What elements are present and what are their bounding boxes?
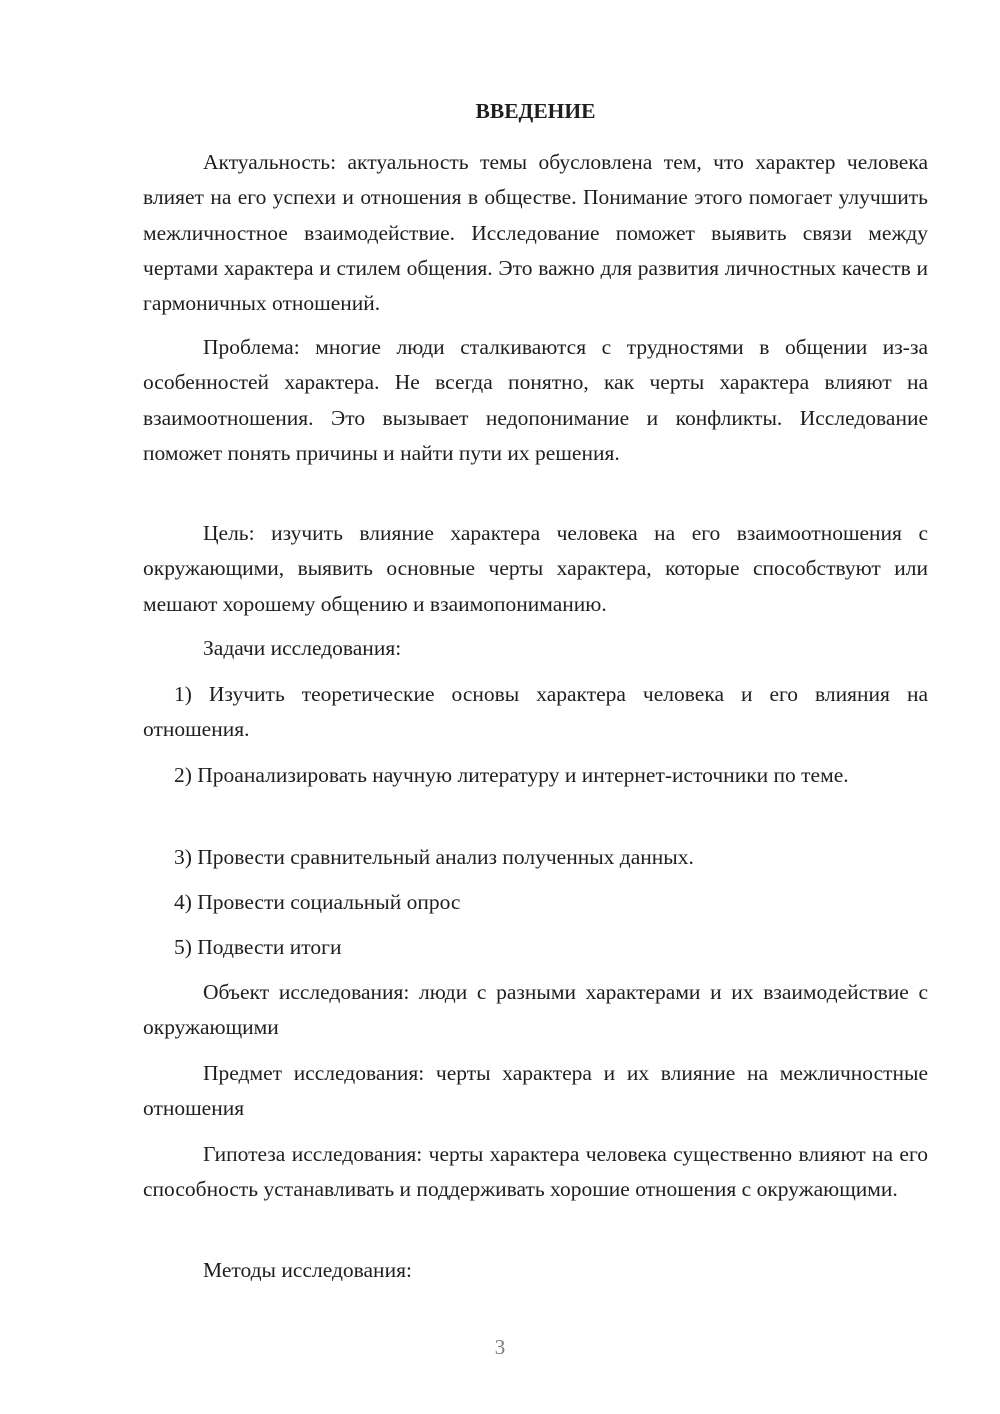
list-item: 5) Подвести итоги	[174, 935, 342, 959]
paragraph-hypothesis: Гипотеза исследования: черты характера человека существенно влияют на его способность устанавливать и поддерживать хорошие отношения с окружающими.	[143, 1142, 928, 1202]
paragraph-problem: Проблема: многие люди сталкиваются с трудностями в общении из-за особенностей характера. Не всегда понятно, как черты характера влияют на взаимоотношения. Это вызывает недопонимание и конфликты. Исследование поможет понять причины и найти пути их решения.	[143, 335, 928, 465]
list-item: 3) Провести сравнительный анализ полученных данных.	[174, 845, 694, 869]
tasks-heading: Задачи исследования:	[203, 636, 402, 660]
page-number: 3	[494, 1335, 506, 1359]
list-item: 4) Провести социальный опрос	[174, 890, 461, 914]
paragraph-relevance: Актуальность: актуальность темы обусловлена тем, что характер человека влияет на его успехи и отношения в обществе. Понимание этого помогает улучшить межличностное взаимодействие. Исследование поможет выявить связи между чертами характера и стилем общения. Это важно для развития личностных качеств и гармоничных отношений.	[143, 150, 928, 316]
paragraph-goal: Цель: изучить влияние характера человека на его взаимоотношения с окружающими, выявить основные черты характера, которые способствуют или мешают хорошему общению и взаимопониманию.	[143, 521, 928, 616]
page-title: ВВЕДЕНИЕ	[475, 99, 596, 123]
paragraph-object: Объект исследования: люди с разными характерами и их взаимодействие с окружающими	[143, 980, 928, 1040]
paragraph-subject: Предмет исследования: черты характера и их влияние на межличностные отношения	[143, 1061, 928, 1121]
list-item: 1) Изучить теоретические основы характера человека и его влияния на отношения.	[143, 682, 928, 742]
methods-heading: Методы исследования:	[203, 1258, 412, 1282]
list-item: 2) Проанализировать научную литературу и интернет-источники по теме.	[174, 763, 849, 787]
